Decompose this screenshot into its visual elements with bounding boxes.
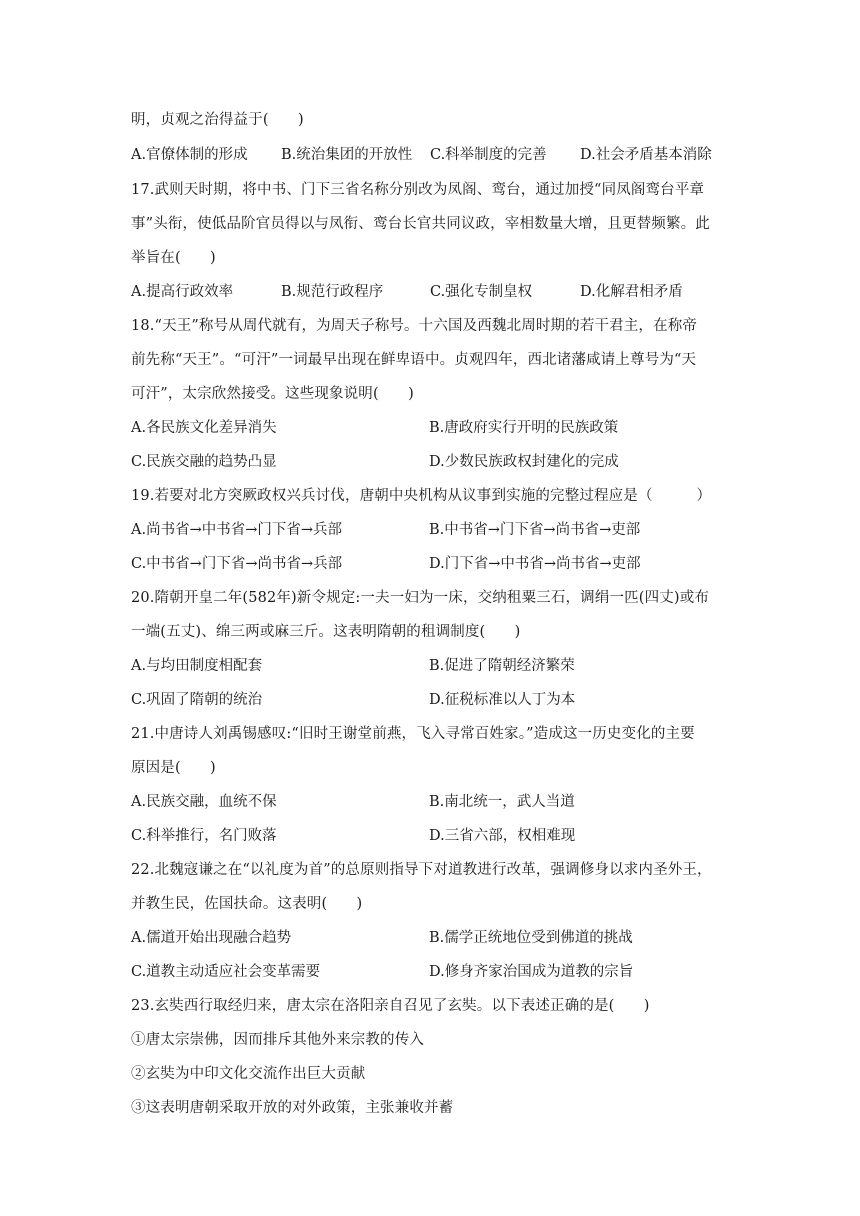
q17-option-d: D.化解君相矛盾 <box>580 284 683 300</box>
q17-option-a: A.提高行政效率 <box>131 284 234 300</box>
q18-stem-line1: 18.“天王”称号从周代就有，为周天子称号。十六国及西魏北周时期的若干君主，在称帝 <box>131 318 698 334</box>
q22-stem-line1: 22.北魏寇谦之在“以礼度为首”的总原则指导下对道教进行改革，强调修身以求内圣外王， <box>131 862 712 878</box>
q22-option-b: B.儒学正统地位受到佛道的挑战 <box>429 930 633 946</box>
q21-stem-line2: 原因是( ) <box>131 760 216 776</box>
q16-option-b: B.统治集团的开放性 <box>281 147 413 163</box>
q19-option-d: D.门下省→中书省→尚书省→吏部 <box>429 556 641 572</box>
q22-option-d: D.修身齐家治国成为道教的宗旨 <box>429 964 634 980</box>
q22-option-a: A.儒道开始出现融合趋势 <box>131 930 292 946</box>
q21-option-a: A.民族交融，血统不保 <box>131 794 277 810</box>
q20-option-b: B.促进了隋朝经济繁荣 <box>429 658 575 674</box>
q19-option-b: B.中书省→门下省→尚书省→吏部 <box>429 522 641 538</box>
q17-stem-line1: 17.武则天时期，将中书、门下三省名称分别改为凤阁、鸾台，通过加授“同凤阁鸾台平章 <box>131 182 705 198</box>
q16-option-a: A.官僚体制的形成 <box>131 147 248 163</box>
q18-option-a: A.各民族文化差异消失 <box>131 420 277 436</box>
q22-option-c: C.道教主动适应社会变革需要 <box>131 964 321 980</box>
q17-option-b: B.规范行政程序 <box>281 284 384 300</box>
q19-option-a: A.尚书省→中书省→门下省→兵部 <box>131 522 343 538</box>
q23-statement-3: ③这表明唐朝采取开放的对外政策，主张兼收并蓄 <box>131 1100 454 1116</box>
q23-statement-2: ②玄奘为中印文化交流作出巨大贡献 <box>131 1066 366 1082</box>
q17-stem-line2: 事”头衔，使低品阶官员得以与凤衔、鸾台长官共同议政，宰相数量大增，且更替频繁。此 <box>131 216 710 232</box>
q16-stem-end: 明，贞观之治得益于( ) <box>131 112 304 128</box>
q22-stem-line2: 并教生民，佐国扶命。这表明( ) <box>131 896 363 912</box>
q20-option-a: A.与均田制度相配套 <box>131 658 263 674</box>
q20-stem-line1: 20.隋朝开皇二年(582年)新令规定:一夫一妇为一床，交纳租粟三石，调绢一匹(四丈)或布 <box>131 590 709 606</box>
q23-statement-1: ①唐太宗崇佛，因而排斥其他外来宗教的传入 <box>131 1032 424 1048</box>
q18-option-b: B.唐政府实行开明的民族政策 <box>429 420 619 436</box>
q21-option-c: C.科举推行，名门败落 <box>131 828 277 844</box>
q18-stem-line3: 可汗”，太宗欣然接受。这些现象说明( ) <box>131 386 414 402</box>
q20-option-c: C.巩固了隋朝的统治 <box>131 692 263 708</box>
q21-option-d: D.三省六部，权相难现 <box>429 828 576 844</box>
q23-stem: 23.玄奘西行取经归来，唐太宗在洛阳亲自召见了玄奘。以下表述正确的是( ) <box>131 998 650 1014</box>
q16-option-d: D.社会矛盾基本消除 <box>580 147 712 163</box>
q18-option-d: D.少数民族政权封建化的完成 <box>429 454 619 470</box>
q17-stem-line3: 举旨在( ) <box>131 250 216 266</box>
q20-option-d: D.征税标准以人丁为本 <box>429 692 576 708</box>
q19-stem: 19.若要对北方突厥政权兴兵讨伐，唐朝中央机构从议事到实施的完整过程应是（ ） <box>131 488 712 504</box>
q17-option-c: C.强化专制皇权 <box>430 284 533 300</box>
q19-option-c: C.中书省→门下省→尚书省→兵部 <box>131 556 343 572</box>
q18-stem-line2: 前先称“天王”。“可汗”一词最早出现在鲜卑语中。贞观四年，西北诸藩咸请上尊号为“天 <box>131 352 697 368</box>
q16-option-c: C.科举制度的完善 <box>430 147 547 163</box>
q21-stem-line1: 21.中唐诗人刘禹锡感叹:“旧时王谢堂前燕，飞入寻常百姓家。”造成这一历史变化的主要 <box>131 726 695 742</box>
q21-option-b: B.南北统一，武人当道 <box>429 794 575 810</box>
q18-option-c: C.民族交融的趋势凸显 <box>131 454 277 470</box>
q20-stem-line2: 一端(五丈)、绵三两或麻三斤。这表明隋朝的租调制度( ) <box>131 624 521 640</box>
